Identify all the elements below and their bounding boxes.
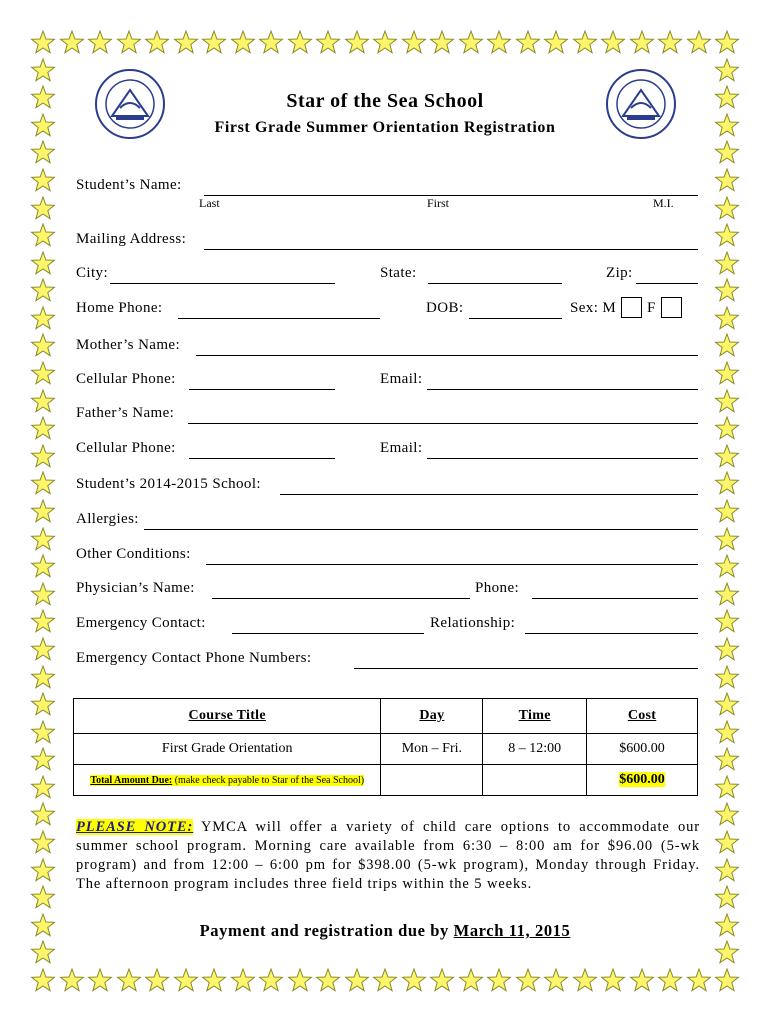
star-icon bbox=[344, 968, 370, 994]
star-icon bbox=[600, 968, 626, 994]
star-icon bbox=[686, 968, 712, 994]
star-icon bbox=[372, 968, 398, 994]
star-icon bbox=[116, 30, 142, 56]
star-icon bbox=[30, 665, 56, 691]
star-icon bbox=[657, 968, 683, 994]
star-icon bbox=[486, 968, 512, 994]
relationship-label: Relationship: bbox=[430, 615, 516, 631]
star-icon bbox=[230, 968, 256, 994]
star-icon bbox=[372, 30, 398, 56]
star-icon bbox=[87, 30, 113, 56]
star-icon bbox=[30, 802, 56, 828]
other-conditions-row bbox=[76, 546, 698, 568]
star-icon bbox=[714, 333, 740, 359]
father-cell-label: Cellular Phone: bbox=[76, 440, 176, 456]
emergency-contact-row bbox=[76, 615, 698, 637]
page-subtitle: First Grade Summer Orientation Registration bbox=[214, 119, 556, 136]
mailing-address-row bbox=[76, 231, 698, 253]
star-icon bbox=[201, 968, 227, 994]
city-state-zip-row bbox=[76, 265, 698, 287]
sex-label: Sex: M bbox=[570, 300, 617, 316]
student-name-label: Student’s Name: bbox=[76, 177, 182, 193]
star-icon bbox=[515, 30, 541, 56]
emergency-phone-row bbox=[76, 650, 698, 672]
star-icon bbox=[258, 30, 284, 56]
star-icon bbox=[714, 140, 740, 166]
star-icon bbox=[30, 278, 56, 304]
father-name-row bbox=[76, 405, 698, 427]
payment-due-footer bbox=[0, 921, 770, 941]
star-icon bbox=[30, 747, 56, 773]
total-value: $600.00 bbox=[619, 772, 665, 787]
star-icon bbox=[543, 30, 569, 56]
star-icon bbox=[714, 554, 740, 580]
star-icon bbox=[543, 968, 569, 994]
star-icon bbox=[30, 306, 56, 332]
star-icon bbox=[714, 775, 740, 801]
school-row bbox=[76, 476, 698, 498]
star-icon bbox=[258, 968, 284, 994]
mother-email-field[interactable] bbox=[427, 389, 698, 390]
star-icon bbox=[486, 30, 512, 56]
table-row bbox=[74, 734, 698, 765]
cell-day: Mon – Fri. bbox=[381, 734, 483, 765]
star-icon bbox=[30, 692, 56, 718]
allergies-row bbox=[76, 511, 698, 533]
total-day-cell bbox=[381, 765, 483, 796]
total-label-group bbox=[90, 775, 364, 786]
col-day: Day bbox=[419, 708, 445, 723]
star-icon bbox=[59, 968, 85, 994]
emergency-phone-label: Emergency Contact Phone Numbers: bbox=[76, 650, 312, 666]
star-icon bbox=[714, 692, 740, 718]
name-hint-mi: M.I. bbox=[653, 196, 674, 210]
home-phone-field[interactable] bbox=[178, 318, 380, 319]
star-icon bbox=[714, 306, 740, 332]
emergency-contact-label: Emergency Contact: bbox=[76, 615, 206, 631]
star-icon bbox=[714, 278, 740, 304]
star-icon bbox=[30, 554, 56, 580]
star-icon bbox=[600, 30, 626, 56]
name-hint-last: Last bbox=[199, 196, 220, 210]
phone-dob-sex-row bbox=[76, 300, 698, 322]
star-icon bbox=[30, 168, 56, 194]
please-note-paragraph bbox=[76, 818, 700, 894]
star-icon bbox=[714, 251, 740, 277]
star-icon bbox=[714, 747, 740, 773]
star-icon bbox=[714, 582, 740, 608]
star-icon bbox=[714, 609, 740, 635]
city-field[interactable] bbox=[110, 283, 335, 284]
star-icon bbox=[315, 968, 341, 994]
star-icon bbox=[714, 940, 740, 966]
star-icon bbox=[230, 30, 256, 56]
star-icon bbox=[629, 968, 655, 994]
mother-contact-row bbox=[76, 371, 698, 393]
physician-field[interactable] bbox=[212, 598, 470, 599]
star-icon bbox=[30, 968, 56, 994]
star-icon bbox=[515, 968, 541, 994]
star-icon bbox=[30, 527, 56, 553]
state-field[interactable] bbox=[428, 283, 562, 284]
cell-cost: $600.00 bbox=[587, 734, 698, 765]
star-icon bbox=[30, 251, 56, 277]
star-icon bbox=[401, 30, 427, 56]
star-icon bbox=[572, 30, 598, 56]
star-icon bbox=[30, 720, 56, 746]
emergency-phone-field[interactable] bbox=[354, 668, 698, 669]
star-icon bbox=[30, 416, 56, 442]
star-icon bbox=[30, 140, 56, 166]
allergies-field[interactable] bbox=[144, 529, 698, 530]
school-field[interactable] bbox=[280, 494, 698, 495]
star-icon bbox=[714, 527, 740, 553]
col-cost: Cost bbox=[627, 708, 657, 723]
star-icon bbox=[714, 858, 740, 884]
star-icon bbox=[714, 196, 740, 222]
father-name-label: Father’s Name: bbox=[76, 405, 175, 421]
physician-label: Physician’s Name: bbox=[76, 580, 195, 596]
star-icon bbox=[30, 940, 56, 966]
star-icon bbox=[629, 30, 655, 56]
payment-due-text: Payment and registration due by bbox=[199, 921, 449, 940]
star-icon bbox=[714, 499, 740, 525]
school-label: Student’s 2014-2015 School: bbox=[76, 476, 261, 492]
star-icon bbox=[59, 30, 85, 56]
father-cell-field[interactable] bbox=[189, 458, 335, 459]
mother-email-label: Email: bbox=[380, 371, 423, 387]
name-hint-first: First bbox=[427, 196, 450, 210]
mailing-address-label: Mailing Address: bbox=[76, 231, 187, 247]
relationship-field[interactable] bbox=[525, 633, 698, 634]
star-icon bbox=[30, 333, 56, 359]
star-icon bbox=[173, 30, 199, 56]
city-label: City: bbox=[76, 265, 109, 281]
star-icon bbox=[572, 968, 598, 994]
star-icon bbox=[315, 30, 341, 56]
star-icon bbox=[714, 58, 740, 84]
father-name-field[interactable] bbox=[188, 423, 698, 424]
star-icon bbox=[87, 968, 113, 994]
star-icon bbox=[30, 58, 56, 84]
total-label: Total Amount Due: bbox=[90, 774, 173, 786]
table-header-row bbox=[74, 699, 698, 734]
star-icon bbox=[30, 775, 56, 801]
star-icon bbox=[30, 609, 56, 635]
star-icon bbox=[714, 444, 740, 470]
star-icon bbox=[344, 30, 370, 56]
star-icon bbox=[714, 968, 740, 994]
star-icon bbox=[714, 471, 740, 497]
star-icon bbox=[30, 196, 56, 222]
star-icon bbox=[714, 885, 740, 911]
please-note-label: PLEASE NOTE: bbox=[76, 819, 194, 835]
star-icon bbox=[201, 30, 227, 56]
zip-field[interactable] bbox=[636, 283, 698, 284]
star-icon bbox=[30, 471, 56, 497]
star-icon bbox=[429, 968, 455, 994]
star-icon bbox=[686, 30, 712, 56]
student-name-field[interactable] bbox=[204, 195, 698, 196]
father-email-label: Email: bbox=[380, 440, 423, 456]
page-title: Star of the Sea School bbox=[286, 90, 484, 112]
star-icon bbox=[173, 968, 199, 994]
mother-cell-label: Cellular Phone: bbox=[76, 371, 176, 387]
star-icon bbox=[714, 168, 740, 194]
star-icon bbox=[714, 389, 740, 415]
dob-field[interactable] bbox=[469, 318, 562, 319]
sex-f-label: F bbox=[647, 300, 656, 316]
star-icon bbox=[287, 30, 313, 56]
home-phone-label: Home Phone: bbox=[76, 300, 163, 316]
cell-time: 8 – 12:00 bbox=[483, 734, 587, 765]
star-icon bbox=[458, 30, 484, 56]
emergency-contact-field[interactable] bbox=[232, 633, 424, 634]
star-icon bbox=[714, 416, 740, 442]
star-icon bbox=[30, 885, 56, 911]
mother-cell-field[interactable] bbox=[189, 389, 335, 390]
sex-m-checkbox[interactable] bbox=[621, 297, 642, 318]
star-icon bbox=[30, 444, 56, 470]
star-icon bbox=[30, 389, 56, 415]
total-note: (make check payable to Star of the Sea School) bbox=[174, 774, 365, 786]
state-label: State: bbox=[380, 265, 417, 281]
course-table bbox=[73, 698, 698, 796]
zip-label: Zip: bbox=[606, 265, 633, 281]
star-icon bbox=[287, 968, 313, 994]
father-email-field[interactable] bbox=[427, 458, 698, 459]
mother-name-field[interactable] bbox=[196, 355, 698, 356]
star-icon bbox=[714, 830, 740, 856]
star-icon bbox=[458, 968, 484, 994]
star-icon bbox=[714, 30, 740, 56]
star-icon bbox=[116, 968, 142, 994]
col-course-title: Course Title bbox=[188, 708, 266, 723]
star-icon bbox=[144, 968, 170, 994]
physician-row bbox=[76, 580, 698, 602]
total-row bbox=[74, 765, 698, 796]
physician-phone-label: Phone: bbox=[475, 580, 520, 596]
mother-name-label: Mother’s Name: bbox=[76, 337, 181, 353]
sex-f-checkbox[interactable] bbox=[661, 297, 682, 318]
star-icon bbox=[714, 720, 740, 746]
star-icon bbox=[657, 30, 683, 56]
star-icon bbox=[714, 361, 740, 387]
physician-phone-field[interactable] bbox=[532, 598, 698, 599]
col-time: Time bbox=[518, 708, 551, 723]
star-icon bbox=[30, 858, 56, 884]
father-contact-row bbox=[76, 440, 698, 462]
mailing-address-field[interactable] bbox=[204, 249, 698, 250]
please-note-text: YMCA will offer a variety of child care options to accommodate our summer school program. Morning care available from 6:30 – 8:00 am for $96.00 (5-wk program) and from 12:00 – 6:00 pm for $398.00 (5-wk program), Monday through Friday. The afternoon program includes three field trips within the 5 weeks. bbox=[76, 819, 700, 892]
other-conditions-field[interactable] bbox=[206, 564, 698, 565]
star-icon bbox=[30, 582, 56, 608]
mother-name-row bbox=[76, 337, 698, 359]
star-icon bbox=[144, 30, 170, 56]
other-conditions-label: Other Conditions: bbox=[76, 546, 191, 562]
star-icon bbox=[714, 665, 740, 691]
allergies-label: Allergies: bbox=[76, 511, 139, 527]
star-icon bbox=[714, 802, 740, 828]
star-icon bbox=[30, 830, 56, 856]
payment-due-date: March 11, 2015 bbox=[453, 921, 571, 940]
star-icon bbox=[30, 637, 56, 663]
star-icon bbox=[429, 30, 455, 56]
star-icon bbox=[714, 637, 740, 663]
star-icon bbox=[401, 968, 427, 994]
total-time-cell bbox=[483, 765, 587, 796]
star-icon bbox=[30, 223, 56, 249]
star-icon bbox=[30, 499, 56, 525]
cell-course: First Grade Orientation bbox=[74, 734, 381, 765]
star-icon bbox=[714, 223, 740, 249]
student-name-row bbox=[76, 177, 698, 199]
star-icon bbox=[30, 30, 56, 56]
dob-label: DOB: bbox=[426, 300, 464, 316]
star-icon bbox=[30, 361, 56, 387]
